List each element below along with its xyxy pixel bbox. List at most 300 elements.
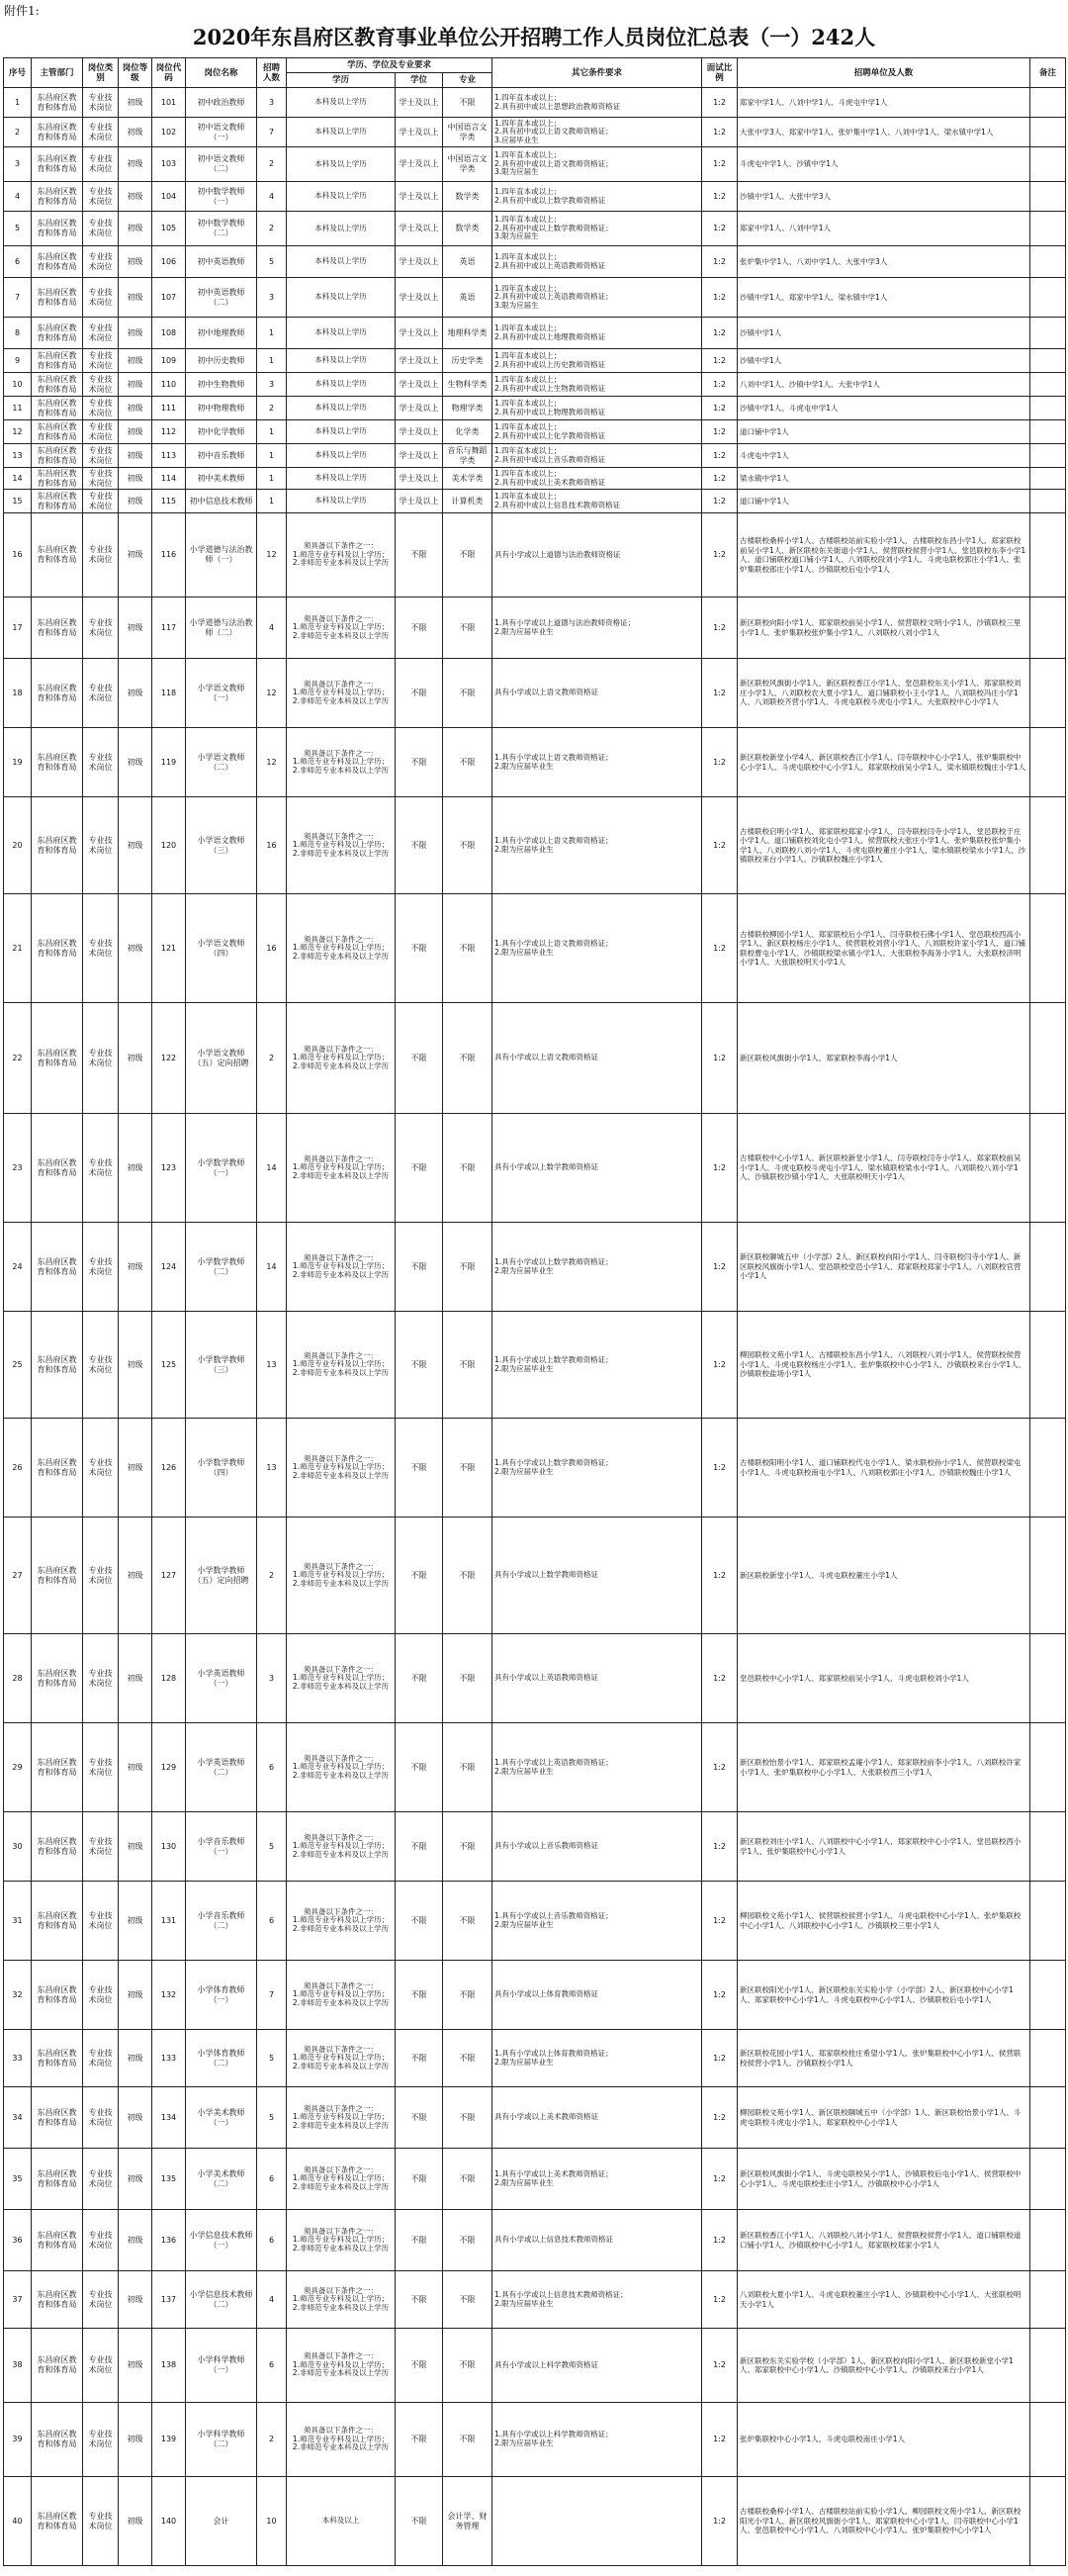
cell-code: 114 <box>152 468 186 490</box>
cell-ratio: 1:2 <box>702 2403 738 2477</box>
cell-level: 初级 <box>119 659 152 728</box>
cell-units: 郑家中学1人、八刘中学1人 <box>738 212 1030 246</box>
cell-count: 13 <box>257 1419 287 1518</box>
cell-note <box>1030 468 1066 490</box>
cell-note <box>1030 444 1066 468</box>
cell-ratio: 1:2 <box>702 1419 738 1518</box>
cell-note <box>1030 490 1066 513</box>
table-row <box>4 797 1066 894</box>
table-row <box>4 659 1066 728</box>
cell-level: 初级 <box>119 1961 152 2030</box>
cell-degree: 学士及以上 <box>396 88 443 118</box>
cell-dept: 东昌府区教育和体育局 <box>32 2329 83 2403</box>
cell-units: 张炉集中学1人、八刘中学1人、大张中学3人 <box>738 246 1030 278</box>
cell-units: 古楼联校启明小学1人、郑家联校郑家小学1人、闫寺联校闫寺小学1人、堂邑联校于庄小学1人、道口铺联校刘化屯小学1人、侯营联校大张庄小学1人、张炉集联校张炉集小学1人、八刘联校八刘小学1人、斗虎屯联校董庄小学1人、梁水镇联校梁水小学1人、沙镇联校来台小学1人、沙镇联校魏庄小学1人 <box>738 797 1030 894</box>
cell-edu: 须具备以下条件之一： 1.师范专业专科及以上学历； 2.非师范专业本科及以上学历 <box>287 797 396 894</box>
cell-major: 计算机类 <box>443 490 492 513</box>
header-count: 招聘人数 <box>257 58 287 88</box>
cell-ratio: 1:2 <box>702 118 738 147</box>
cell-seq: 8 <box>4 318 32 349</box>
cell-req: 1.四年直本或以上； 2.具有初中或以上数学教师资格证 <box>492 182 702 212</box>
cell-dept: 东昌府区教育和体育局 <box>32 349 83 373</box>
cell-note <box>1030 2329 1066 2403</box>
cell-ratio: 1:2 <box>702 1961 738 2030</box>
cell-seq: 17 <box>4 598 32 659</box>
header-note: 备注 <box>1030 58 1066 88</box>
cell-edu: 本科及以上学历 <box>287 88 396 118</box>
cell-req: 1.四年直本或以上； 2.具有初中或以上历史教师资格证 <box>492 349 702 373</box>
cell-degree: 不限 <box>396 1634 443 1723</box>
header-seq: 序号 <box>4 58 32 88</box>
cell-ratio: 1:2 <box>702 1114 738 1223</box>
table-row <box>4 246 1066 278</box>
table-row <box>4 1518 1066 1634</box>
table-row <box>4 1882 1066 1961</box>
cell-code: 129 <box>152 1723 186 1812</box>
cell-code: 139 <box>152 2403 186 2477</box>
cell-count: 1 <box>257 420 287 444</box>
cell-level: 初级 <box>119 2210 152 2271</box>
cell-dept: 东昌府区教育和体育局 <box>32 1723 83 1812</box>
cell-edu: 本科及以上学历 <box>287 118 396 147</box>
cell-req: 具有小学或以上音乐教师资格证 <box>492 1812 702 1882</box>
cell-major: 数学类 <box>443 182 492 212</box>
cell-seq: 9 <box>4 349 32 373</box>
cell-units: 新区联校新堂小学1人、斗虎屯联校董庄小学1人 <box>738 1518 1030 1634</box>
cell-note <box>1030 397 1066 420</box>
cell-edu: 须具备以下条件之一： 1.师范专业专科及以上学历； 2.非师范专业本科及以上学历 <box>287 1518 396 1634</box>
table-row <box>4 2087 1066 2149</box>
cell-ratio: 1:2 <box>702 468 738 490</box>
cell-count: 7 <box>257 118 287 147</box>
cell-count: 2 <box>257 2403 287 2477</box>
cell-dept: 东昌府区教育和体育局 <box>32 1961 83 2030</box>
cell-req: 1.四年直本或以上； 2.具有初中或以上语文教师资格证； 3.应届毕业生 <box>492 118 702 147</box>
cell-edu: 须具备以下条件之一： 1.师范专业专科及以上学历； 2.非师范专业本科及以上学历 <box>287 1003 396 1114</box>
cell-dept: 东昌府区教育和体育局 <box>32 246 83 278</box>
cell-count: 2 <box>257 397 287 420</box>
cell-category: 专业技术岗位 <box>83 2030 119 2087</box>
cell-degree: 学士及以上 <box>396 147 443 182</box>
cell-note <box>1030 2477 1066 2566</box>
cell-edu: 须具备以下条件之一： 1.师范专业专科及以上学历； 2.非师范专业本科及以上学历 <box>287 1961 396 2030</box>
cell-note <box>1030 212 1066 246</box>
cell-seq: 21 <box>4 894 32 1003</box>
cell-degree: 学士及以上 <box>396 212 443 246</box>
attachment-label: 附件1: <box>4 4 40 18</box>
cell-category: 专业技术岗位 <box>83 2210 119 2271</box>
cell-seq: 2 <box>4 118 32 147</box>
cell-req: 1.具有小学或以上体育教师资格证； 2.限为应届毕业生 <box>492 2030 702 2087</box>
cell-code: 113 <box>152 444 186 468</box>
cell-level: 初级 <box>119 797 152 894</box>
cell-count: 5 <box>257 1812 287 1882</box>
cell-category: 专业技术岗位 <box>83 1882 119 1961</box>
cell-edu: 须具备以下条件之一： 1.师范专业专科及以上学历； 2.非师范专业本科及以上学历 <box>287 598 396 659</box>
cell-name: 初中地理教师 <box>186 318 257 349</box>
cell-major: 会计学、财务管理 <box>443 2477 492 2566</box>
cell-code: 126 <box>152 1419 186 1518</box>
header-name: 岗位名称 <box>186 58 257 88</box>
cell-units: 古楼联校柳园小学1人、郑家联校后小学1人、闫寺联校石佛小学1人、堂邑联校西高小学1人、新区联校杨庄小学1人、侯营联校刘营小学1人、八刘联校许家小学1人、道口铺联校曹屯小学1人、沙镇联校梁水镇小学1人、大张联校李海务小学1人、大张联校济明小学1人、大张联校明天小学1人 <box>738 894 1030 1003</box>
cell-category: 专业技术岗位 <box>83 513 119 598</box>
cell-code: 119 <box>152 728 186 797</box>
cell-level: 初级 <box>119 2149 152 2210</box>
cell-edu: 本科及以上学历 <box>287 444 396 468</box>
cell-note <box>1030 797 1066 894</box>
cell-count: 4 <box>257 598 287 659</box>
cell-units: 斗虎屯中学1人 <box>738 444 1030 468</box>
cell-major: 音乐与舞蹈学类 <box>443 444 492 468</box>
cell-major: 生物科学类 <box>443 373 492 397</box>
cell-dept: 东昌府区教育和体育局 <box>32 468 83 490</box>
cell-req: 1.具有小学或以上信息技术教师资格证； 2.限为应届毕业生 <box>492 2271 702 2329</box>
cell-ratio: 1:2 <box>702 490 738 513</box>
cell-major: 不限 <box>443 1003 492 1114</box>
table-row <box>4 397 1066 420</box>
cell-dept: 东昌府区教育和体育局 <box>32 397 83 420</box>
cell-units: 郑家中学1人、八刘中学1人、斗虎屯中学1人 <box>738 88 1030 118</box>
cell-level: 初级 <box>119 118 152 147</box>
cell-name: 小学信息技术教师（一） <box>186 2210 257 2271</box>
table-row <box>4 2329 1066 2403</box>
cell-units: 新区联校聊城五中（小学部）2人、新区联校向阳小学1人、闫寺联校闫寺小学1人、新区联校风旗街小学1人、堂邑联校堂邑小学1人、郑家联校郑家小学1人、八刘联校官营小学1人 <box>738 1223 1030 1312</box>
cell-level: 初级 <box>119 246 152 278</box>
cell-req: 1.具有小学或以上语文教师资格证； 2.限为应届毕业生 <box>492 894 702 1003</box>
cell-units: 斗虎屯中学1人、沙镇中学1人 <box>738 147 1030 182</box>
cell-units: 新区联校香江小学1人、八刘联校八刘小学1人、侯营联校侯营小学1人、道口铺联校道口铺小学1人、沙镇联校中心小学1人、郑家联校郑家小学1人 <box>738 2210 1030 2271</box>
cell-major: 美术学类 <box>443 468 492 490</box>
cell-category: 专业技术岗位 <box>83 182 119 212</box>
cell-degree: 学士及以上 <box>396 373 443 397</box>
cell-category: 专业技术岗位 <box>83 2087 119 2149</box>
cell-ratio: 1:2 <box>702 397 738 420</box>
cell-count: 10 <box>257 2477 287 2566</box>
cell-note <box>1030 278 1066 318</box>
cell-seq: 38 <box>4 2329 32 2403</box>
cell-name: 小学信息技术教师（二） <box>186 2271 257 2329</box>
cell-name: 初中数学教师（二） <box>186 212 257 246</box>
cell-note <box>1030 1223 1066 1312</box>
page-title: 2020年东昌府区教育事业单位公开招聘工作人员岗位汇总表（一）242人 <box>192 25 876 49</box>
cell-edu: 本科及以上学历 <box>287 278 396 318</box>
cell-edu: 本科及以上学历 <box>287 212 396 246</box>
cell-name: 初中生物教师 <box>186 373 257 397</box>
cell-dept: 东昌府区教育和体育局 <box>32 513 83 598</box>
cell-name: 初中英语教师 <box>186 246 257 278</box>
cell-degree: 学士及以上 <box>396 490 443 513</box>
cell-name: 初中化学教师 <box>186 420 257 444</box>
cell-category: 专业技术岗位 <box>83 278 119 318</box>
cell-dept: 东昌府区教育和体育局 <box>32 420 83 444</box>
cell-code: 122 <box>152 1003 186 1114</box>
cell-dept: 东昌府区教育和体育局 <box>32 797 83 894</box>
cell-name: 初中英语教师（二） <box>186 278 257 318</box>
cell-units: 柳园联校文苑小学1人、侯营联校侯营小学1人、斗虎屯联校中心小学1人、张炉集联校中心小学1人、八刘联校中心小学1人、沙镇联校三里小学1人 <box>738 1882 1030 1961</box>
cell-ratio: 1:2 <box>702 318 738 349</box>
cell-major: 不限 <box>443 2329 492 2403</box>
cell-note <box>1030 728 1066 797</box>
table-row <box>4 182 1066 212</box>
cell-req: 具有小学或以上信息技术教师资格证 <box>492 2210 702 2271</box>
cell-degree: 学士及以上 <box>396 397 443 420</box>
cell-code: 112 <box>152 420 186 444</box>
cell-count: 16 <box>257 894 287 1003</box>
cell-degree: 不限 <box>396 1518 443 1634</box>
cell-note <box>1030 1723 1066 1812</box>
cell-name: 小学语文教师（四） <box>186 894 257 1003</box>
cell-level: 初级 <box>119 1723 152 1812</box>
cell-dept: 东昌府区教育和体育局 <box>32 278 83 318</box>
cell-count: 12 <box>257 728 287 797</box>
cell-degree: 不限 <box>396 659 443 728</box>
cell-units: 道口铺中学1人 <box>738 420 1030 444</box>
cell-seq: 5 <box>4 212 32 246</box>
cell-count: 4 <box>257 2271 287 2329</box>
table-row <box>4 894 1066 1003</box>
cell-seq: 26 <box>4 1419 32 1518</box>
cell-category: 专业技术岗位 <box>83 1723 119 1812</box>
table-row <box>4 1223 1066 1312</box>
cell-code: 115 <box>152 490 186 513</box>
cell-note <box>1030 2087 1066 2149</box>
cell-code: 138 <box>152 2329 186 2403</box>
header-major: 专业 <box>443 73 492 88</box>
cell-name: 小学语文教师（二） <box>186 728 257 797</box>
header-degree: 学位 <box>396 73 443 88</box>
cell-req: 1.具有小学或以上英语教师资格证； 2.限为应届毕业生 <box>492 1723 702 1812</box>
table-row <box>4 513 1066 598</box>
cell-edu: 须具备以下条件之一： 1.师范专业专科及以上学历； 2.非师范专业本科及以上学历 <box>287 1634 396 1723</box>
table-row <box>4 1312 1066 1419</box>
cell-count: 16 <box>257 797 287 894</box>
cell-seq: 30 <box>4 1812 32 1882</box>
cell-ratio: 1:2 <box>702 246 738 278</box>
cell-dept: 东昌府区教育和体育局 <box>32 2271 83 2329</box>
cell-ratio: 1:2 <box>702 598 738 659</box>
cell-category: 专业技术岗位 <box>83 212 119 246</box>
cell-edu: 须具备以下条件之一： 1.师范专业专科及以上学历； 2.非师范专业本科及以上学历 <box>287 2329 396 2403</box>
cell-edu: 须具备以下条件之一： 1.师范专业专科及以上学历； 2.非师范专业本科及以上学历 <box>287 513 396 598</box>
cell-count: 3 <box>257 373 287 397</box>
cell-edu: 本科及以上 <box>287 2477 396 2566</box>
cell-ratio: 1:2 <box>702 513 738 598</box>
cell-dept: 东昌府区教育和体育局 <box>32 1223 83 1312</box>
table-row <box>4 1812 1066 1882</box>
cell-units: 新区联校东关实验学校（小学部）1人、新区联校向阳小学1人、新区联校新堂小学1人、郑家联校中心小学1人、沙镇联校中心小学1人、沙镇联校来台小学1人 <box>738 2329 1030 2403</box>
cell-note <box>1030 2030 1066 2087</box>
cell-category: 专业技术岗位 <box>83 1518 119 1634</box>
cell-level: 初级 <box>119 1882 152 1961</box>
cell-name: 初中数学教师（一） <box>186 182 257 212</box>
cell-ratio: 1:2 <box>702 2329 738 2403</box>
cell-edu: 本科及以上学历 <box>287 490 396 513</box>
cell-level: 初级 <box>119 2087 152 2149</box>
cell-edu: 须具备以下条件之一： 1.师范专业专科及以上学历； 2.非师范专业本科及以上学历 <box>287 1312 396 1419</box>
cell-major: 不限 <box>443 1634 492 1723</box>
cell-note <box>1030 118 1066 147</box>
header-units: 招聘单位及人数 <box>738 58 1030 88</box>
cell-code: 118 <box>152 659 186 728</box>
cell-count: 1 <box>257 349 287 373</box>
cell-dept: 东昌府区教育和体育局 <box>32 2030 83 2087</box>
cell-code: 134 <box>152 2087 186 2149</box>
cell-req: 具有小学或以上体育教师资格证 <box>492 1961 702 2030</box>
cell-level: 初级 <box>119 1518 152 1634</box>
cell-code: 106 <box>152 246 186 278</box>
cell-code: 108 <box>152 318 186 349</box>
cell-edu: 须具备以下条件之一： 1.师范专业专科及以上学历； 2.非师范专业本科及以上学历 <box>287 1419 396 1518</box>
cell-major: 中国语言文学类 <box>443 118 492 147</box>
cell-level: 初级 <box>119 147 152 182</box>
cell-category: 专业技术岗位 <box>83 147 119 182</box>
cell-seq: 40 <box>4 2477 32 2566</box>
cell-level: 初级 <box>119 1634 152 1723</box>
cell-units: 古楼联校桑梓小学1人、古楼联校站前实验小学1人、古楼联校东昌小学1人、郑家联校前吴小学1人、新区联校东关街道小学1人、侯营联校侯营小学1人、堂邑联校东李小学1人、道口铺联校道口铺小学1人、八刘联校段刘小学1人、斗虎屯联校郭庄小学1人、张炉集联校郎庄小学1人、沙镇联校后屯小学1人 <box>738 513 1030 598</box>
cell-major: 中国语言文学类 <box>443 147 492 182</box>
cell-note <box>1030 1961 1066 2030</box>
cell-major: 物理学类 <box>443 397 492 420</box>
cell-level: 初级 <box>119 2329 152 2403</box>
cell-edu: 本科及以上学历 <box>287 318 396 349</box>
cell-level: 初级 <box>119 513 152 598</box>
cell-edu: 须具备以下条件之一： 1.师范专业专科及以上学历； 2.非师范专业本科及以上学历 <box>287 2030 396 2087</box>
cell-degree: 学士及以上 <box>396 318 443 349</box>
cell-category: 专业技术岗位 <box>83 1003 119 1114</box>
cell-level: 初级 <box>119 468 152 490</box>
cell-category: 专业技术岗位 <box>83 2271 119 2329</box>
cell-note <box>1030 2271 1066 2329</box>
cell-count: 6 <box>257 1723 287 1812</box>
cell-name: 小学数学教师（五）定向招聘 <box>186 1518 257 1634</box>
cell-note <box>1030 1882 1066 1961</box>
cell-req <box>492 2477 702 2566</box>
cell-degree: 学士及以上 <box>396 468 443 490</box>
cell-edu: 须具备以下条件之一： 1.师范专业专科及以上学历； 2.非师范专业本科及以上学历 <box>287 1882 396 1961</box>
cell-code: 124 <box>152 1223 186 1312</box>
cell-ratio: 1:2 <box>702 88 738 118</box>
cell-req: 具有小学或以上美术教师资格证 <box>492 2087 702 2149</box>
cell-major: 不限 <box>443 513 492 598</box>
cell-req: 具有小学或以上数学教师资格证 <box>492 1518 702 1634</box>
cell-count: 1 <box>257 444 287 468</box>
cell-level: 初级 <box>119 278 152 318</box>
cell-name: 小学语文教师（三） <box>186 797 257 894</box>
cell-req: 1.四年直本或以上； 2.具有初中或以上美术教师资格证 <box>492 468 702 490</box>
cell-level: 初级 <box>119 728 152 797</box>
cell-count: 3 <box>257 278 287 318</box>
cell-name: 初中信息技术教师 <box>186 490 257 513</box>
cell-major: 化学类 <box>443 420 492 444</box>
table-row <box>4 490 1066 513</box>
cell-major: 不限 <box>443 1223 492 1312</box>
cell-code: 111 <box>152 397 186 420</box>
cell-count: 12 <box>257 513 287 598</box>
cell-seq: 35 <box>4 2149 32 2210</box>
cell-code: 127 <box>152 1518 186 1634</box>
table-row <box>4 212 1066 246</box>
cell-ratio: 1:2 <box>702 444 738 468</box>
header-category: 岗位类别 <box>83 58 119 88</box>
cell-category: 专业技术岗位 <box>83 2149 119 2210</box>
cell-count: 2 <box>257 1518 287 1634</box>
header-ratio: 面试比例 <box>702 58 738 88</box>
cell-degree: 学士及以上 <box>396 278 443 318</box>
cell-major: 不限 <box>443 659 492 728</box>
cell-units: 梁水镇中学1人 <box>738 468 1030 490</box>
cell-note <box>1030 349 1066 373</box>
cell-seq: 19 <box>4 728 32 797</box>
cell-req: 具有小学或以上数学教师资格证 <box>492 1114 702 1223</box>
cell-category: 专业技术岗位 <box>83 1419 119 1518</box>
cell-dept: 东昌府区教育和体育局 <box>32 1312 83 1419</box>
cell-req: 1.具有小学或以上科学教师资格证； 2.限为应届毕业生 <box>492 2403 702 2477</box>
cell-major: 不限 <box>443 1419 492 1518</box>
header-education: 学历 <box>287 73 396 88</box>
cell-code: 109 <box>152 349 186 373</box>
cell-ratio: 1:2 <box>702 420 738 444</box>
cell-note <box>1030 659 1066 728</box>
cell-req: 1.四年直本或以上； 2.具有初中或以上音乐教师资格证 <box>492 444 702 468</box>
cell-units: 新区联校怡景小学1人、郑家联校孟庵小学1人、郑家联校前李小学1人、八刘联校许家小学1人、张炉集联校中心小学1人、大张联校西三小学1人 <box>738 1723 1030 1812</box>
header-edu-group: 学历、学位及专业要求 <box>287 58 492 73</box>
cell-degree: 不限 <box>396 2087 443 2149</box>
cell-count: 1 <box>257 318 287 349</box>
table-row <box>4 1003 1066 1114</box>
cell-name: 初中政治教师 <box>186 88 257 118</box>
header-code: 岗位代码 <box>152 58 186 88</box>
header-dept: 主管部门 <box>32 58 83 88</box>
cell-note <box>1030 2149 1066 2210</box>
cell-code: 136 <box>152 2210 186 2271</box>
table-row <box>4 2403 1066 2477</box>
cell-ratio: 1:2 <box>702 2149 738 2210</box>
cell-seq: 1 <box>4 88 32 118</box>
cell-units: 新区联校新堂小学4人、新区联校香江小学1人、闫寺联校中心小学1人、张炉集联校中心小学1人、斗虎屯联校中心小学1人、郑家联校前吴小学1人、梁水镇联校魏庄小学1人 <box>738 728 1030 797</box>
cell-seq: 3 <box>4 147 32 182</box>
cell-dept: 东昌府区教育和体育局 <box>32 118 83 147</box>
table-row <box>4 728 1066 797</box>
cell-units: 沙镇中学1人、郑家中学1人、梁水镇中学1人 <box>738 278 1030 318</box>
cell-req: 具有小学或以上语文教师资格证 <box>492 659 702 728</box>
cell-name: 小学数学教师（四） <box>186 1419 257 1518</box>
cell-category: 专业技术岗位 <box>83 598 119 659</box>
cell-seq: 32 <box>4 1961 32 2030</box>
cell-req: 1.具有小学或以上道德与法治教师资格证； 2.限为应届毕业生 <box>492 598 702 659</box>
cell-level: 初级 <box>119 444 152 468</box>
cell-dept: 东昌府区教育和体育局 <box>32 2149 83 2210</box>
cell-req: 1.四年直本或以上； 2.具有初中或以上语文教师资格证； 3.限为应届生 <box>492 147 702 182</box>
cell-degree: 不限 <box>396 1812 443 1882</box>
cell-name: 初中美术教师 <box>186 468 257 490</box>
cell-seq: 33 <box>4 2030 32 2087</box>
cell-req: 1.具有小学或以上美术教师资格证； 2.限为应届毕业生 <box>492 2149 702 2210</box>
cell-units: 古楼联校中心小学1人、新区联校新堂小学1人、闫寺联校闫寺小学1人、郑家联校前吴小学1人、斗虎屯联校斗虎屯小学1人、梁水镇联校梁水小学1人、八刘联校八刘小学1人、沙镇联校沙镇小学1人、大张联校明天小学1人 <box>738 1114 1030 1223</box>
cell-name: 小学数学教师（一） <box>186 1114 257 1223</box>
cell-req: 具有小学或以上科学教师资格证 <box>492 2329 702 2403</box>
cell-units: 沙镇中学1人 <box>738 318 1030 349</box>
header-other: 其它条件要求 <box>492 58 702 88</box>
cell-ratio: 1:2 <box>702 349 738 373</box>
cell-note <box>1030 182 1066 212</box>
cell-name: 小学体育教师（一） <box>186 1961 257 2030</box>
cell-category: 专业技术岗位 <box>83 88 119 118</box>
cell-dept: 东昌府区教育和体育局 <box>32 1812 83 1882</box>
cell-category: 专业技术岗位 <box>83 490 119 513</box>
cell-major: 不限 <box>443 1312 492 1419</box>
cell-name: 小学科学教师（二） <box>186 2403 257 2477</box>
cell-edu: 本科及以上学历 <box>287 182 396 212</box>
